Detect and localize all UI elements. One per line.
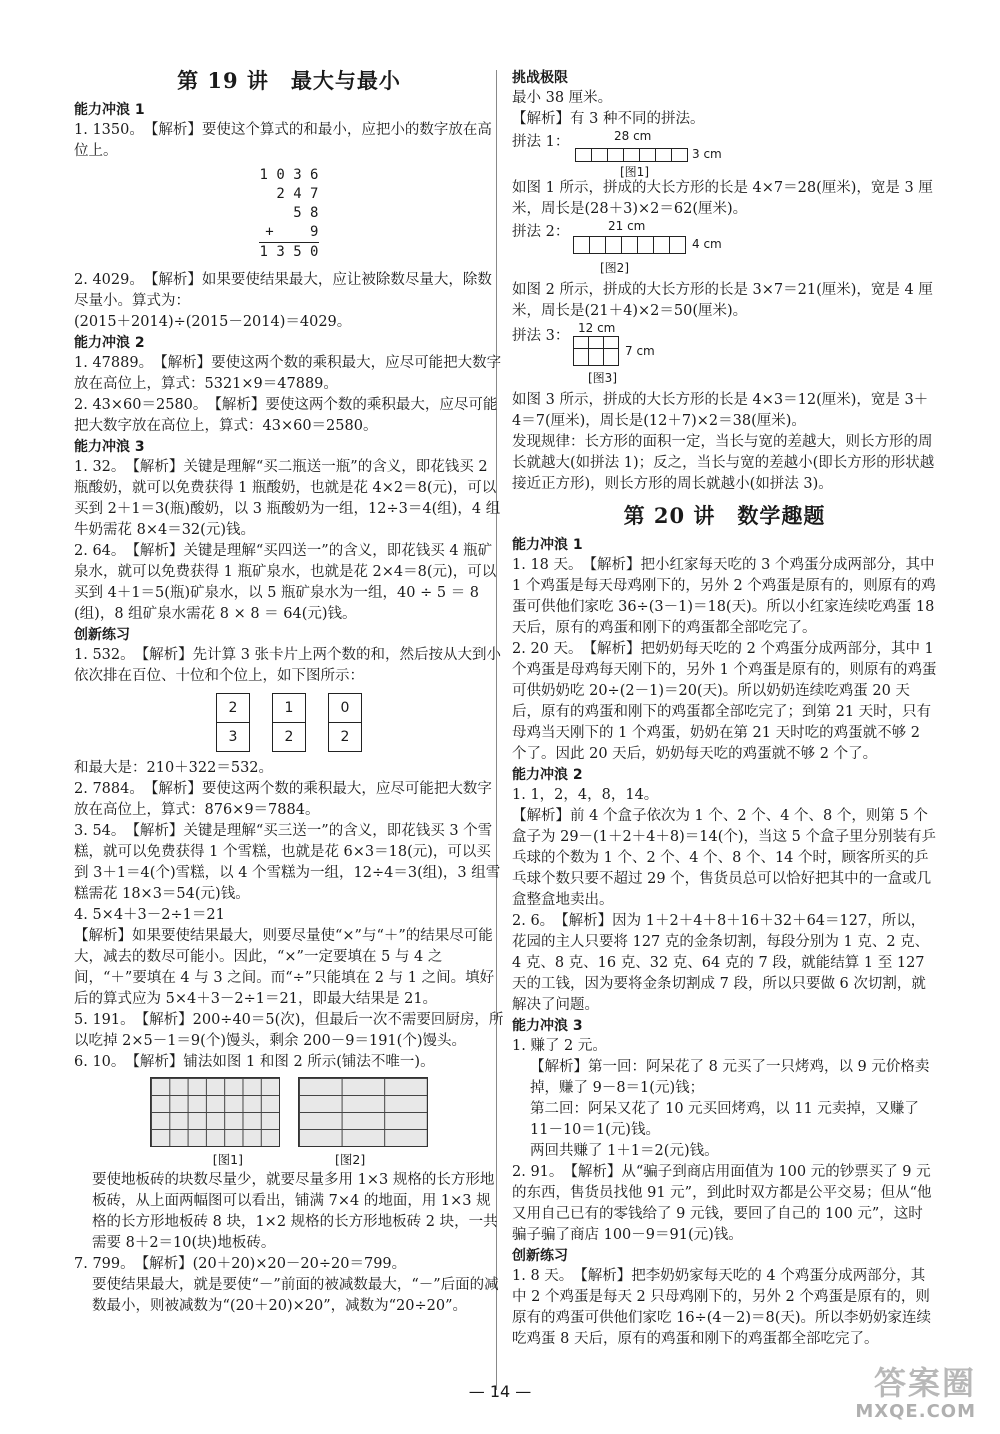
card-bottom: 2 (284, 729, 294, 745)
answer-explanation: 【解析】如果要使结果最大，则要尽量使“×”与“＋”的结果尽可能大，减去的数尽可能小。因此，“×”一定要填在 5 与 4 之间，“＋”要填在 4 与 3 之间。而“÷”只能填在 2 与 1 之间。填好后的算式应为 5×4＋3－2÷1＝21，即最大结果是 21。 (74, 928, 495, 1007)
section-heading: 挑战极限 (512, 70, 568, 86)
section-heading: 能力冲浪 3 (512, 1018, 583, 1034)
number-card (272, 693, 306, 752)
answer-item: 6. 10。 【解析】铺法如图 1 和图 2 所示(铺法不唯一)。 (74, 1054, 435, 1070)
method-3-figure (512, 321, 937, 388)
answer-item: 2. 4029。 【解析】如果要使结果最大，应让被除数尽量大，除数尽量小。算式为： (74, 272, 492, 309)
answer-item: 2. 91。 【解析】从“骗子到商店用面值为 100 元的钞票买了 9 元的东西，售货员找他 91 元”，到此时双方都是公平交易；但从“他又用自己已有的零钱给了 9 元钱，要回了自己的 100 元”，这时骗子骗了商店 100－9＝91(元)钱。 (512, 1164, 932, 1243)
calc-row: 2 4 7 (276, 186, 319, 202)
answer-explanation: 要使地板砖的块数尽量少，就要尽量多用 1×3 规格的长方形地板砖，从上面两幅图可以看出，铺满 7×4 的地面，用 1×3 规格的长方形地板砖 8 块，1×2 规格的长方形地板砖 2 块，一共需要 8＋2＝10(块)地板砖。 (92, 1172, 498, 1251)
method-label: 拼法 2： (512, 224, 570, 240)
number-card (328, 693, 362, 752)
calc-result: 1 3 5 0 (259, 244, 319, 260)
answer-item: 【解析】有 3 种不同的拼法。 (512, 111, 705, 127)
number-cards (74, 693, 504, 752)
section-heading: 能力冲浪 1 (512, 537, 583, 553)
section-heading: 能力冲浪 2 (512, 767, 583, 783)
section-heading: 能力冲浪 3 (74, 439, 145, 455)
answer-item: 2. 43×60＝2580。 【解析】要使这两个数的乘积最大，应尽可能把大数字放在高位上，算式：43×60＝2580。 (74, 397, 498, 434)
watermark-url: MXQE.COM (855, 1401, 976, 1422)
answer-explanation: 如图 2 所示，拼成的大长方形的长是 3×7＝21(厘米)，宽是 4 厘米，周长是(21＋4)×2＝50(厘米)。 (512, 282, 933, 319)
answer-item: 3. 54。 【解析】关键是理解“买三送一”的含义，即花钱买 3 个雪糕，就可以免费获得 1 个雪糕，也就是花 6×3＝18(元)，可以买到 3＋1＝4(个)雪糕，以 4 个雪糕为一组，12÷4＝3(组)，3 组雪糕需花 18×3＝54(元)钱。 (74, 823, 501, 902)
answer-explanation: 如图 1 所示，拼成的大长方形的长是 4×7＝28(厘米)，宽是 3 厘米，周长是(28＋3)×2＝62(厘米)。 (512, 180, 933, 217)
tile-grid-figure-2 (298, 1077, 428, 1147)
answer-explanation: 如图 3 所示，拼成的大长方形的长是 4×3＝12(厘米)，宽是 3＋4＝7(厘米)，周长是(12＋7)×2＝38(厘米)。 (512, 392, 929, 429)
page-number: — 14 — (468, 1382, 532, 1401)
answer-explanation: 【解析】前 4 个盒子依次为 1 个、2 个、4 个、8 个，则第 5 个盒子为 29－(1＋2＋4＋8)＝14(个)，当这 5 个盒子里分别装有乒乓球的个数为 1 个、2 个、4 个、8 个、14 个时，顾客所买的乒乓球个数只要不超过 29 个，售货员总可以恰好把其中的一盒或几盒整盒地卖出。 (512, 808, 936, 908)
method-label: 拼法 3： (512, 328, 570, 344)
height-label: 3 cm (692, 147, 722, 161)
calc-row: + 9 (265, 224, 319, 240)
rule-summary: 发现规律：长方形的面积一定，当长与宽的差越大，则长方形的周长就越大(如拼法 1)；反之，当长与宽的差越小(即长方形的形状越接近正方形)，则长方形的周长就越小(如拼法 3)。 (512, 434, 935, 492)
answer-item: 7. 799。 【解析】(20＋20)×20－20÷20＝799。 (74, 1256, 407, 1272)
answer-item: 1. 18 天。 【解析】把小红家每天吃的 3 个鸡蛋分成两部分，其中 1 个鸡蛋是每天母鸡刚下的，另外 2 个鸡蛋是原有的，则原有的鸡蛋可供他们家吃 36÷(3－1)＝18(天)。所以小红家连续吃鸡蛋 18 天后，原有的鸡蛋和刚下的鸡蛋都全部吃完了。 (512, 557, 936, 636)
answer-item: 1. 532。 【解析】先计算 3 张卡片上两个数的和，然后按从大到小依次排在百位、十位和个位上，如下图所示： (74, 647, 502, 684)
figure-caption: [图1] (620, 165, 649, 179)
width-label: 28 cm (614, 129, 652, 143)
tile-grid-figure-1 (150, 1077, 280, 1147)
column-addition (74, 166, 504, 262)
number-card (216, 693, 250, 752)
figure-caption: [图1] (212, 1152, 243, 1167)
card-top: 0 (329, 694, 361, 723)
answer-explanation: 【解析】第一回：阿呆花了 8 元买了一只烤鸡，以 9 元价格卖掉，赚了 9－8＝1(元)钱； (530, 1059, 930, 1096)
figure-caption: [图2] (335, 1152, 366, 1167)
answer-item: 2. 7884。 【解析】要使这两个数的乘积最大，应尽可能把大数字放在高位上，算式：876×9＝7884。 (74, 781, 492, 818)
answer-item: 5. 191。 【解析】200÷40＝5(次)，但最后一次不需要回厨房，所以吃掉 2×5－1＝9(个)馒头，剩余 200－9＝191(个)馒头。 (74, 1012, 504, 1049)
answer-item: 2. 6。 【解析】因为 1＋2＋4＋8＋16＋32＋64＝127，所以，花园的主人只要将 127 克的金条切割，每段分别为 1 克、2 克、4 克、8 克、16 克、32 克、64 克的 7 段，就能结算 1 至 127 天的工钱，因为要将金条切割成 7 段，所以只要做 6 次切割，就解决了问题。 (512, 913, 930, 1013)
answer-explanation: 要使结果最大，就是要使“－”前面的被减数最大，“－”后面的减数最小，则被减数为“(20＋20)×20”，减数为“20÷20”。 (92, 1277, 499, 1314)
method-label: 拼法 1： (512, 134, 570, 150)
height-label: 4 cm (692, 237, 722, 251)
answer-item: 2. 64。 【解析】关键是理解“买四送一”的含义，即花钱买 4 瓶矿泉水，就可以免费获得 1 瓶矿泉水，也就是花 2×4＝8(元)，可以买到 4＋1＝5(瓶)矿泉水，以 5 瓶矿泉水为一组，40 ÷ 5 ＝ 8 (组)，8 组矿泉水需花 8 × 8 ＝ 64(元)钱。 (74, 543, 497, 622)
answer-item: 1. 8 天。 【解析】把李奶奶家每天吃的 4 个鸡蛋分成两部分，其中 2 个鸡蛋是每天 2 只母鸡刚下的，另外 2 个鸡蛋是原有的，则原有的鸡蛋可供他们家吃 16÷(4－2)＝8(天)。所以李奶奶家连续吃鸡蛋 8 天后，原有的鸡蛋和刚下的鸡蛋都全部吃完了。 (512, 1268, 932, 1347)
answer-formula: (2015＋2014)÷(2015－2014)＝4029。 (74, 314, 352, 330)
answer-item: 1. 赚了 2 元。 (512, 1038, 607, 1054)
answer-line: 和最大是：210＋322＝532。 (74, 760, 274, 776)
watermark-logo-text: 答案圈 (873, 1364, 976, 1402)
section-heading: 能力冲浪 1 (74, 102, 145, 118)
figure-caption: [图3] (588, 371, 617, 385)
section-heading: 创新练习 (512, 1248, 568, 1264)
site-watermark (796, 1358, 976, 1422)
answer-item: 1. 1，2，4，8，14。 (512, 787, 659, 803)
figure-caption: [图2] (600, 261, 629, 275)
card-top: 2 (217, 694, 249, 723)
lecture-19-title: 第 19 讲 最大与最小 (177, 68, 401, 93)
answer-item: 1. 1350。 【解析】要使这个算式的和最小，应把小的数字放在高位上。 (74, 122, 492, 159)
section-heading: 能力冲浪 2 (74, 335, 145, 351)
answer-item: 1. 32。 【解析】关键是理解“买二瓶送一瓶”的含义，即花钱买 2 瓶酸奶，就可以免费获得 1 瓶酸奶，也就是花 4×2＝8(元)，可以买到 2＋1＝3(瓶)酸奶，以 3 瓶酸奶为一组，12÷3＝4(组)，4 组牛奶需花 8×4＝32(元)钱。 (74, 459, 501, 538)
answer-explanation: 两回共赚了 1＋1＝2(元)钱。 (530, 1143, 719, 1159)
answer-explanation: 第二回：阿呆又花了 10 元买回烤鸡，以 11 元卖掉，又赚了 11－10＝1(元)钱。 (530, 1101, 919, 1138)
height-label: 7 cm (625, 343, 655, 358)
card-bottom: 3 (228, 729, 238, 745)
left-column (74, 60, 504, 1317)
answer-item: 1. 47889。 【解析】要使这两个数的乘积最大，应尽可能把大数字放在高位上，算式：5321×9＝47889。 (74, 355, 502, 392)
right-column (512, 68, 937, 1350)
card-top: 1 (273, 694, 305, 723)
calc-row: 1 0 3 6 (259, 167, 319, 183)
answer-item: 4. 5×4＋3－2÷1＝21 (74, 907, 225, 923)
section-heading: 创新练习 (74, 627, 130, 643)
answer-item: 最小 38 厘米。 (512, 90, 613, 106)
method-2-figure (512, 219, 937, 278)
lecture-20-title: 第 20 讲 数学趣题 (623, 503, 826, 528)
width-label: 12 cm (578, 321, 616, 335)
card-bottom: 2 (340, 729, 350, 745)
width-label: 21 cm (608, 219, 646, 233)
calc-row: 5 8 (293, 205, 319, 221)
method-1-figure (512, 129, 937, 179)
answer-item: 2. 20 天。 【解析】把奶奶每天吃的 2 个鸡蛋分成两部分，其中 1 个鸡蛋是母鸡每天刚下的，另外 1 个鸡蛋是原有的，则原有的鸡蛋可供奶奶吃 20÷(2－1)＝20(天)。所以奶奶连续吃鸡蛋 20 天后，原有的鸡蛋和刚下的鸡蛋都全部吃完了；到第 21 天时，只有母鸡当天刚下的 1 个鸡蛋，奶奶在第 21 天时吃的鸡蛋就不够 2 个了。因此 20 天后，奶奶每天吃的鸡蛋就不够 2 个了。 (512, 641, 937, 762)
tile-figures (74, 1077, 504, 1147)
